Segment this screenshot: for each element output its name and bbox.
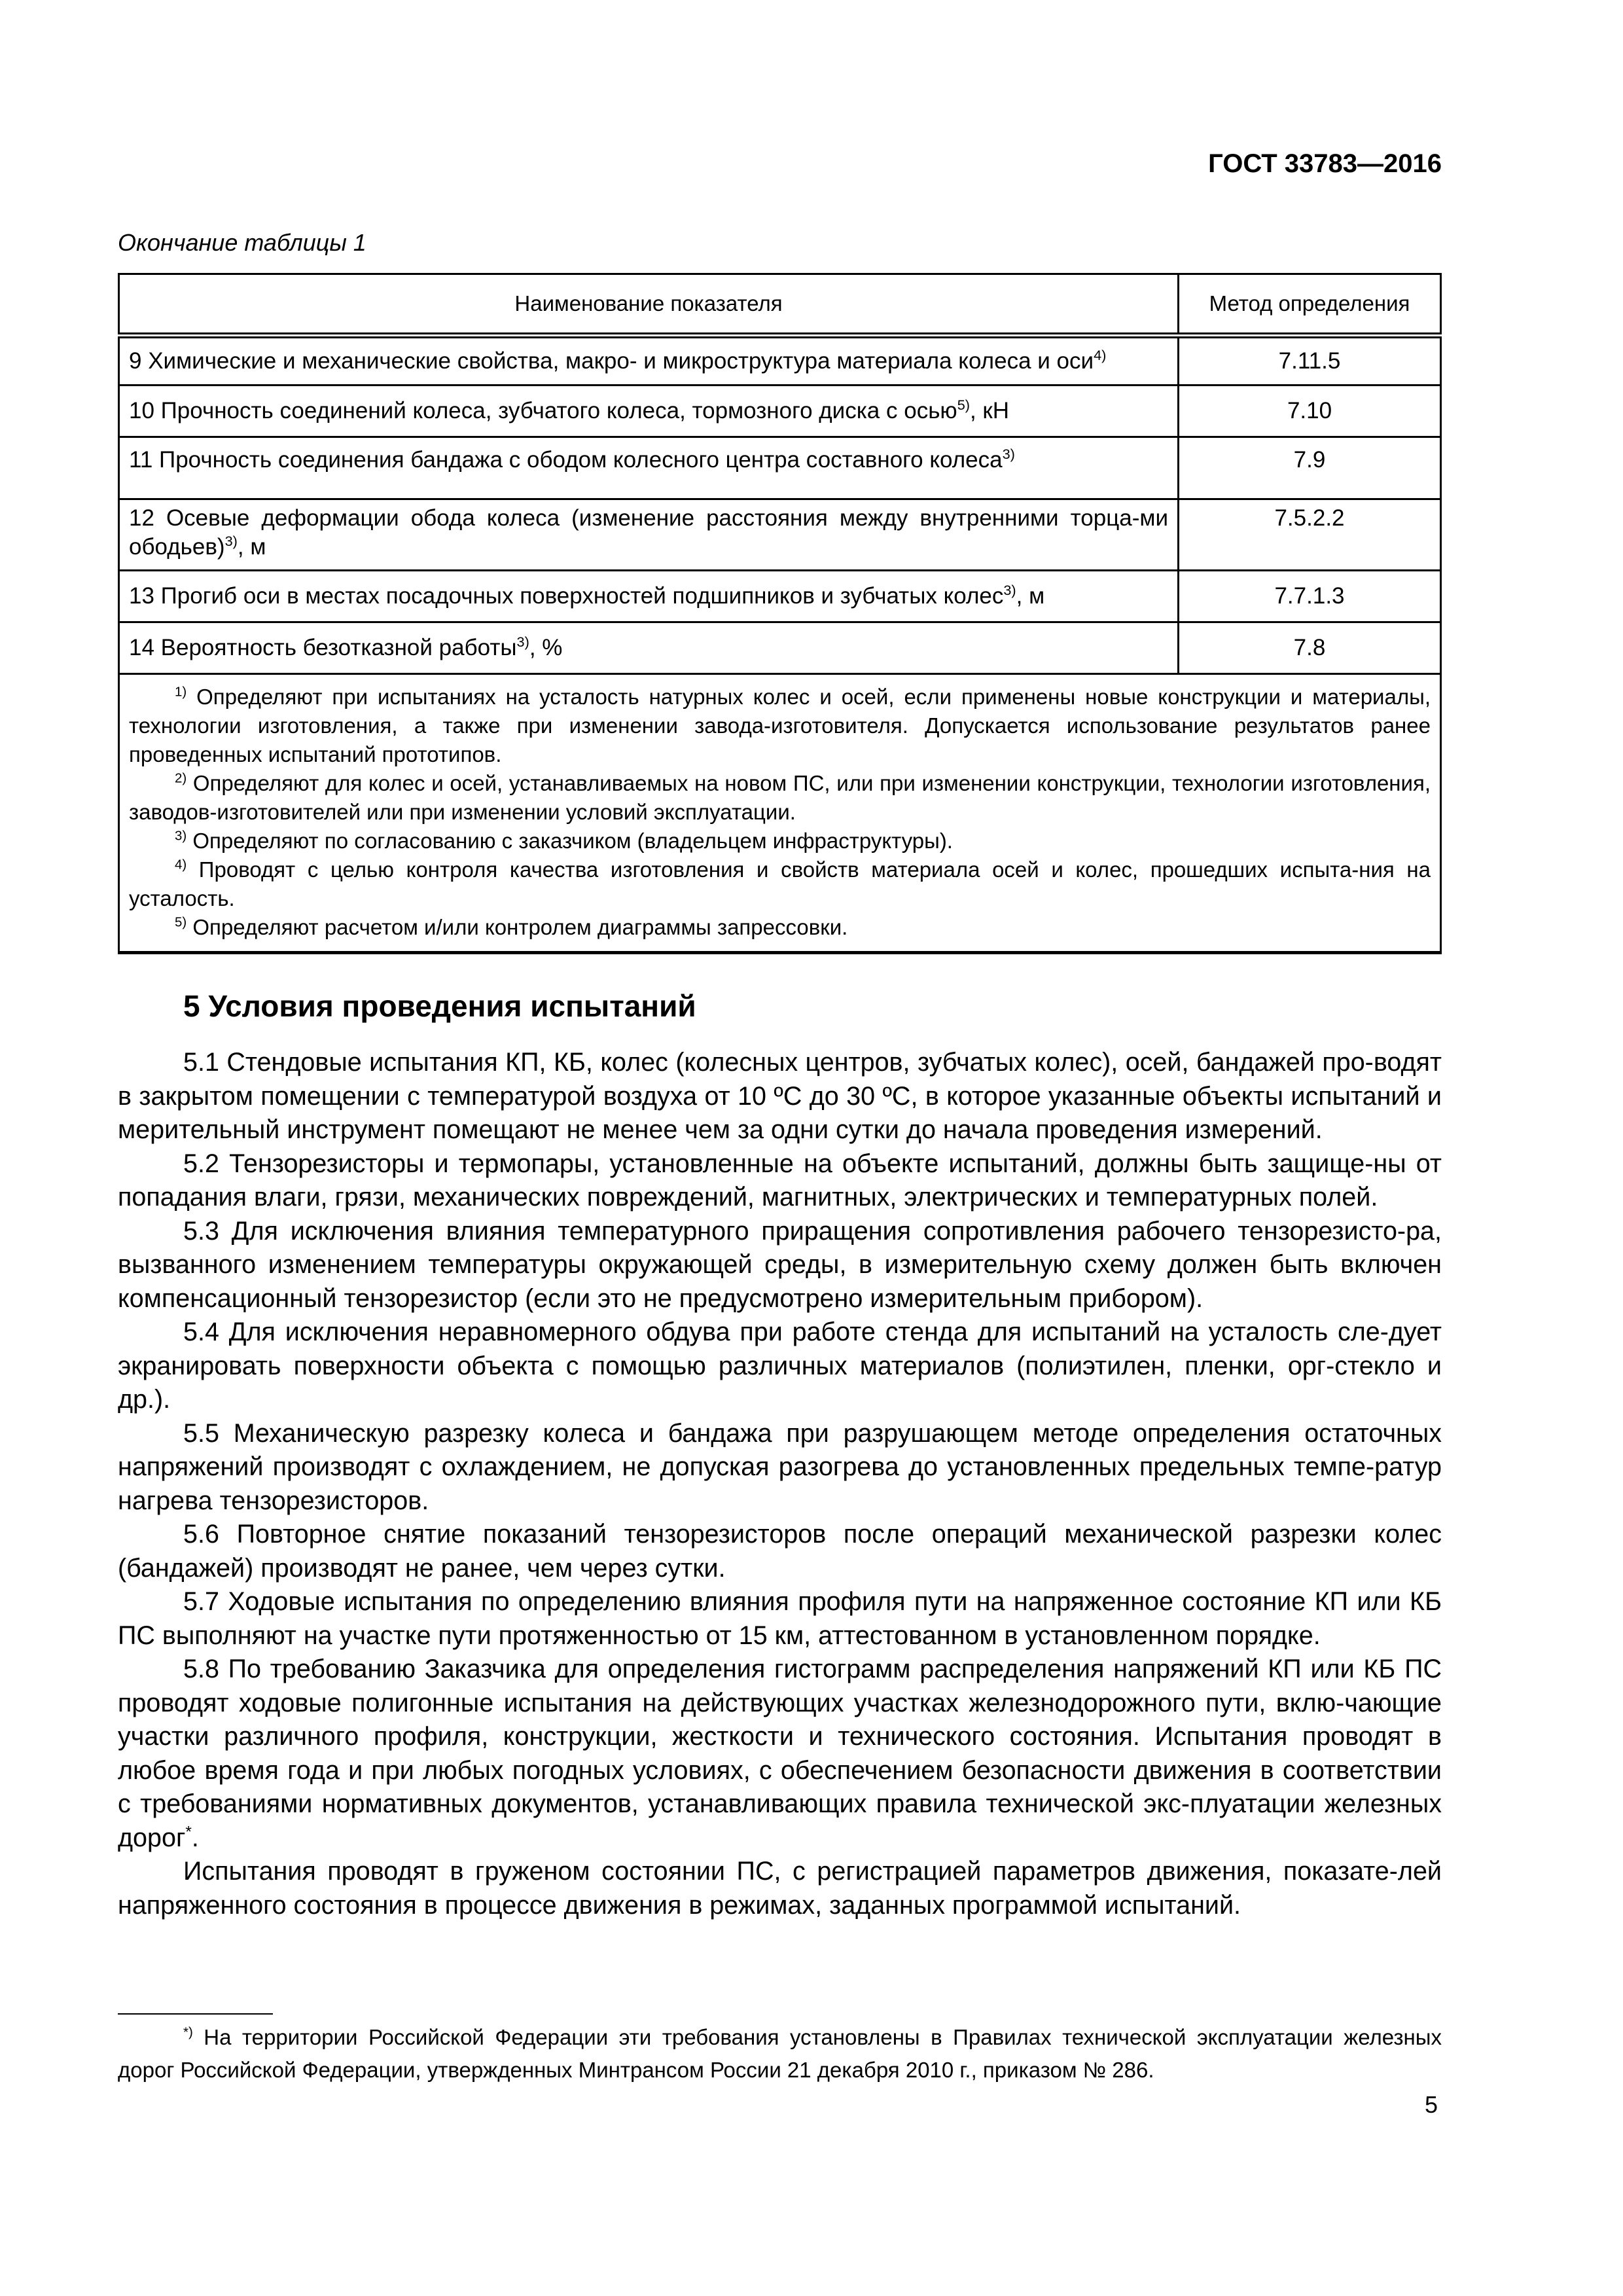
method-ref: 7.5.2.2: [1179, 499, 1441, 571]
table-footnotes-row: [119, 674, 1441, 953]
method-ref: 7.9: [1179, 437, 1441, 499]
paragraph: 5.1 Стендовые испытания КП, КБ, колес (колесных центров, зубчатых колес), осей, бандажей про-водят в закрытом помещении с температурой воздуха от 10 ºC до 30 ºC, в которое указанные объекты испытаний и мерительный инструмент помещают не менее чем за одни сутки до начала проведения измерений.: [118, 1048, 1442, 1144]
document-id: ГОСТ 33783—2016: [1208, 149, 1442, 178]
table-footnotes: [119, 674, 1441, 953]
page-footnote: *) На территории Российской Федерации эти требования установлены в Правилах технической эксплуатации железных дорог Российской Федерации, утвержденных Минтрансом России 21 декабря 2010 г., приказом № 286.: [118, 2024, 1442, 2082]
indicator-name: 13 Прогиб оси в местах посадочных поверхностей подшипников и зубчатых колес$^{3)}$, м: [119, 571, 1179, 622]
method-ref: 7.8: [1179, 622, 1441, 674]
column-header-name: Наименование показателя: [119, 274, 1179, 336]
paragraph: 5.7 Ходовые испытания по определению влияния профиля пути на напряженное состояние КП или КБ ПС выполняют на участке пути протяженностью от 15 км, аттестованном в установленном порядке.: [118, 1587, 1442, 1650]
paragraph: Испытания проводят в груженом состоянии ПС, с регистрацией параметров движения, показате-лей напряженного состояния в процессе движения в режимах, заданных программой испытаний.: [118, 1857, 1442, 1920]
table-footnote: $^{2)}$ Определяют для колес и осей, устанавливаемых на новом ПС, или при изменении конструкции, технологии изготовления, заводов-изготовителей или при изменении условий эксплуатации.: [129, 770, 1431, 824]
paragraph: 5.3 Для исключения влияния температурного приращения сопротивления рабочего тензорезисто-ра, вызванного изменением температуры окружающей среды, в измерительную схему должен быть включен компенсационный тензорезистор (если это не предусмотрено измерительным прибором).: [118, 1216, 1442, 1313]
table-row: [119, 437, 1441, 499]
table-header-row: [119, 274, 1441, 336]
method-ref: 7.7.1.3: [1179, 571, 1441, 622]
table-footnote: $^{3)}$ Определяют по согласованию с заказчиком (владельцем инфраструктуры).: [175, 828, 953, 853]
paragraph: 5.6 Повторное снятие показаний тензорезисторов после операций механической разрезки колес (бандажей) производят не ранее, чем через сутки.: [118, 1520, 1442, 1583]
table-row: [119, 386, 1441, 437]
indicator-name: 9 Химические и механические свойства, макро- и микроструктура материала колеса и оси$^{4)}$: [119, 336, 1179, 386]
table-row: [119, 622, 1441, 674]
paragraph: 5.8 По требованию Заказчика для определения гистограмм распределения напряжений КП или КБ ПС проводят ходовые полигонные испытания на действующих участках железнодорожного пути, вклю-чающие участки различного профиля, конструкции, жесткости и технического состояния. Испытания проводят в любое время года и при любых погодных условиях, с обеспечением безопасности движения в соответствии с требованиями нормативных документов, устанавливающих правила технической экс-плуатации железных дорог*.: [118, 1655, 1442, 1852]
table-row: [119, 336, 1441, 386]
footnote-divider: [118, 2013, 273, 2015]
indicators-table: [118, 273, 1442, 954]
indicator-name: 14 Вероятность безотказной работы$^{3)}$, %: [119, 622, 1179, 674]
indicator-name: 11 Прочность соединения бандажа с ободом колесного центра составного колеса$^{3)}$: [119, 437, 1179, 499]
table-row: [119, 499, 1441, 571]
paragraph: 5.5 Механическую разрезку колеса и бандажа при разрушающем методе определения остаточных напряжений производят с охлаждением, не допуская разогрева до установленных предельных темпе-ратур нагрева тензорезисторов.: [118, 1418, 1442, 1515]
paragraph: 5.4 Для исключения неравномерного обдува при работе стенда для испытаний на усталость сле-дует экранировать поверхности объекта с помощью различных материалов (полиэтилен, пленки, орг-стекло и др.).: [118, 1318, 1442, 1414]
paragraph: 5.2 Тензорезисторы и термопары, установленные на объекте испытаний, должны быть защище-ны от попадания влаги, грязи, механических повреждений, магнитных, электрических и температурных полей.: [118, 1149, 1442, 1211]
table-footnote: $^{5)}$ Определяют расчетом и/или контролем диаграммы запрессовки.: [175, 914, 848, 939]
method-ref: 7.10: [1179, 386, 1441, 437]
table-caption: Окончание таблицы 1: [118, 229, 366, 256]
section-body: [118, 1046, 1442, 1922]
page-number: 5: [1424, 2091, 1438, 2118]
table-footnote: $^{1)}$ Определяют при испытаниях на усталость натурных колес и осей, если применены новые конструкции и материалы, технологии изготовления, а также при изменении завода-изготовителя. Допускается использование результатов ранее проведенных испытаний прототипов.: [129, 684, 1431, 766]
section-heading: 5 Условия проведения испытаний: [183, 989, 696, 1023]
footnote-ref: *: [185, 1822, 192, 1840]
indicator-name: 12 Осевые деформации обода колеса (изменение расстояния между внутренними торца-ми ободьев)$^{3)}$, м: [119, 499, 1179, 571]
column-header-method: Метод определения: [1179, 274, 1441, 336]
table-row: [119, 571, 1441, 622]
indicator-name: 10 Прочность соединений колеса, зубчатого колеса, тормозного диска с осью$^{5)}$, кН: [119, 386, 1179, 437]
method-ref: 7.11.5: [1179, 336, 1441, 386]
table-footnote: $^{4)}$ Проводят с целью контроля качества изготовления и свойств материала осей и колес, прошедших испыта-ния на усталость.: [129, 857, 1431, 910]
